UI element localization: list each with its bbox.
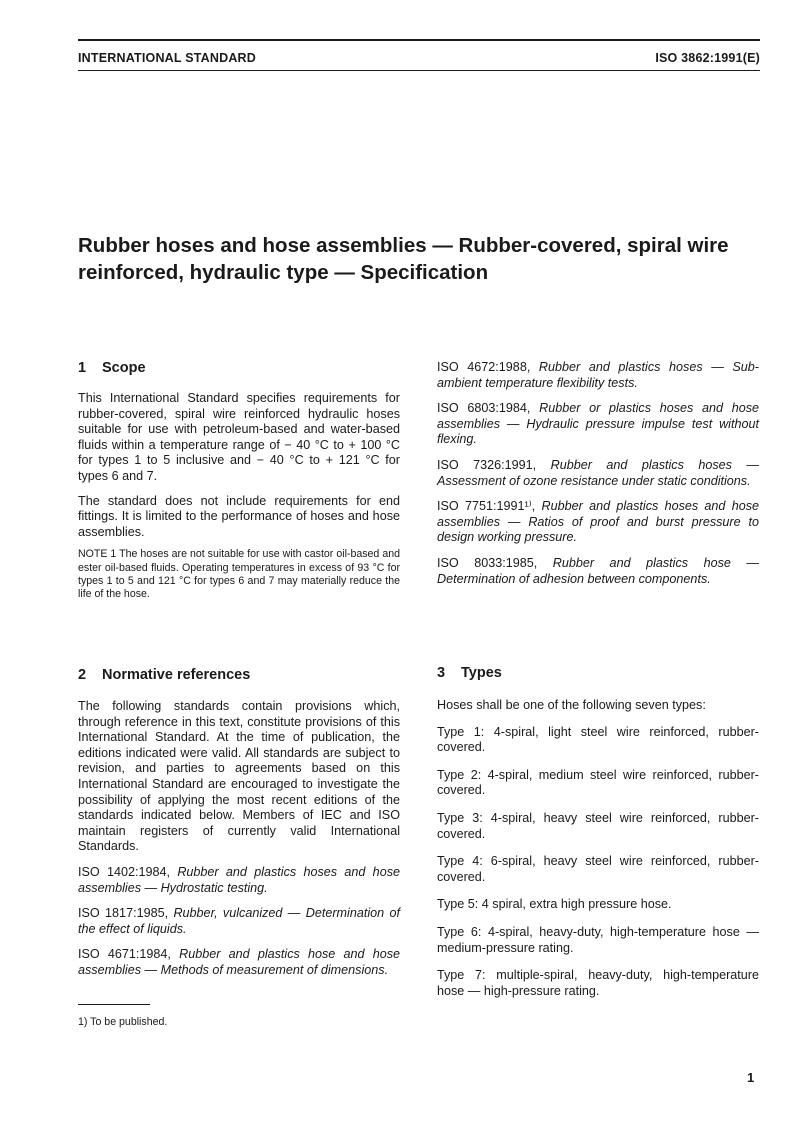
normative-body — [78, 699, 400, 989]
reference-title: Rubber and plastics hoses — Assessment of ozone resistance under static conditions. — [437, 457, 759, 488]
reference-title: Rubber or plastics hoses and hose assemblies — Hydraulic pressure impulse test without flexing. — [437, 401, 760, 447]
reference-title: Rubber and plastics hoses — Sub-ambient temperature flexibility tests. — [437, 360, 759, 390]
reference-code: ISO 1817:1985, — [78, 906, 169, 921]
type-item: Type 5: 4 spiral, extra high pressure hose. — [437, 897, 672, 912]
normative-heading — [78, 667, 250, 683]
types-title: Types — [461, 665, 502, 681]
scope-number: 1 — [78, 360, 87, 376]
scope-note: NOTE 1 The hoses are not suitable for use with castor oil-based and ester oil-based fluids. Operating temperatures in excess of 93 °C for types 1 to 5 and 121 °C for types 6 and 7 may materially reduce the life of the hose. — [78, 548, 400, 601]
scope-paragraph-1: This International Standard specifies requirements for rubber-covered, spiral wire reinforced hydraulic hoses suitable for use with petroleum-based and water-based fluids within a temperature range of − 40 °C to + 100 °C for types 1 to 5 inclusive and − 40 °C to + 121 °C for types 6 and 7. — [78, 391, 400, 483]
reference-iso-6803 — [437, 401, 759, 448]
reference-iso-7751 — [437, 499, 759, 546]
references-right-column — [437, 360, 759, 597]
page-number: 1 — [747, 1070, 755, 1085]
reference-iso-1402 — [78, 865, 400, 896]
reference-title: Rubber and plastics hoses and hose assemblies — Hydrostatic testing. — [78, 864, 400, 895]
type-item: Type 2: 4-spiral, medium steel wire reinforced, rubber-covered. — [437, 767, 759, 798]
normative-number: 2 — [78, 667, 87, 683]
reference-title: Rubber, vulcanized — Determination of the effect of liquids. — [78, 906, 400, 936]
reference-title: Rubber and plastics hose — Determination of adhesion between components. — [437, 555, 759, 586]
header-right: ISO 3862:1991(E) — [655, 51, 760, 65]
reference-iso-8033 — [437, 556, 759, 587]
normative-title: Normative references — [102, 667, 251, 683]
document-title: Rubber hoses and hose assemblies — Rubber-covered, spiral wire reinforced, hydraulic type — Specification — [78, 234, 729, 284]
scope-heading — [78, 360, 146, 376]
scope-body — [78, 391, 400, 602]
reference-code: ISO 7751:1991¹⁾, — [437, 499, 536, 514]
type-item: Type 7: multiple-spiral, heavy-duty, high-temperature hose — high-pressure rating. — [437, 968, 759, 998]
reference-code: ISO 8033:1985, — [437, 555, 538, 570]
reference-code: ISO 4671:1984, — [78, 947, 171, 962]
reference-iso-4671 — [78, 947, 400, 978]
types-heading — [437, 665, 502, 681]
type-item: Type 6: 4-spiral, heavy-duty, high-temperature hose — medium-pressure rating. — [437, 924, 759, 955]
types-number: 3 — [437, 665, 446, 681]
header-top-rule — [78, 39, 760, 41]
reference-code: ISO 6803:1984, — [437, 401, 531, 416]
reference-title: Rubber and plastics hose and hose assemblies — Methods of measurement of dimensions. — [78, 947, 401, 977]
normative-intro: The following standards contain provisions which, through reference in this text, constitute provisions of this International Standard. At the time of publication, the editions indicated were valid. All standards are subject to revision, and parties to agreements based on this International Standard are encouraged to investigate the possibility of applying the most recent editions of the standards indicated below. Members of IEC and ISO maintain registers of currently valid International Standards. — [78, 699, 400, 854]
type-item: Type 3: 4-spiral, heavy steel wire reinforced, rubber-covered. — [437, 810, 759, 841]
footnote: 1) To be published. — [78, 1016, 168, 1028]
type-item: Type 4: 6-spiral, heavy steel wire reinforced, rubber-covered. — [437, 854, 759, 884]
header-bottom-rule — [78, 70, 760, 71]
reference-code: ISO 7326:1991, — [437, 457, 537, 472]
reference-iso-1817 — [78, 906, 400, 937]
header-left: INTERNATIONAL STANDARD — [78, 51, 257, 65]
types-intro: Hoses shall be one of the following seven types: — [437, 698, 706, 712]
scope-paragraph-2: The standard does not include requirements for end fittings. It is limited to the performance of hoses and hose assemblies. — [78, 493, 400, 539]
reference-code: ISO 4672:1988, — [437, 360, 531, 374]
reference-code: ISO 1402:1984, — [78, 864, 171, 879]
type-item: Type 1: 4-spiral, light steel wire reinforced, rubber-covered. — [437, 724, 759, 755]
types-body — [437, 698, 759, 1009]
footnote-rule — [78, 1004, 150, 1005]
reference-iso-4672 — [437, 360, 759, 391]
reference-title: Rubber and plastics hoses and hose assemblies — Ratios of proof and burst pressure to design working pressure. — [437, 499, 759, 545]
scope-title: Scope — [102, 360, 146, 376]
reference-iso-7326 — [437, 458, 759, 489]
